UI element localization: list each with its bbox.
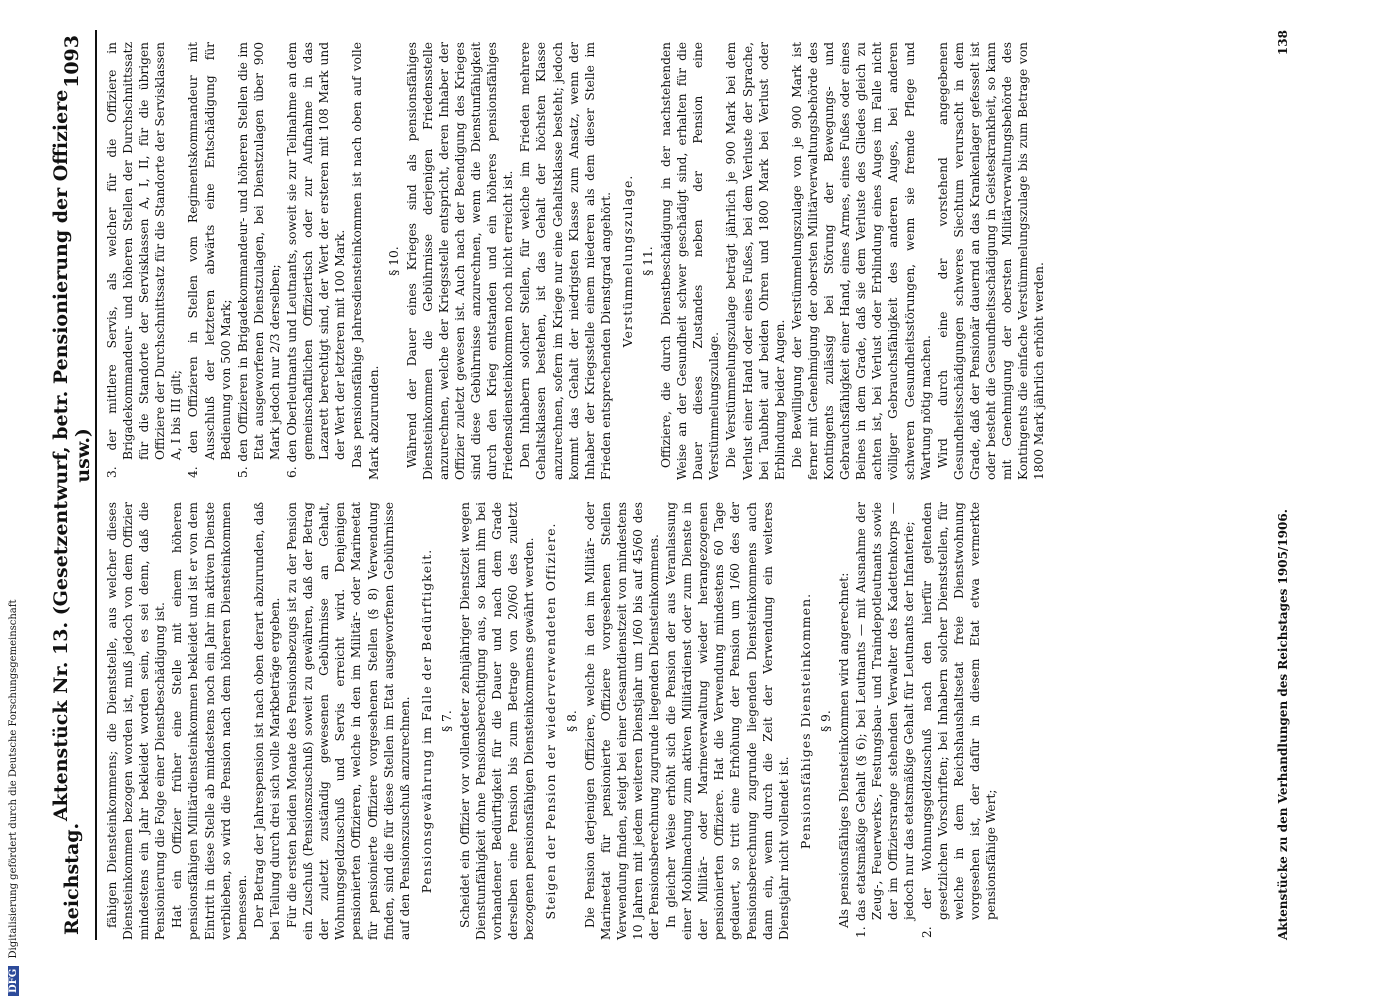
left-column (104, 502, 1264, 940)
list-item: 6. den Oberleutnants und Leutnants, soweit sie zur Teilnahme an dem gemeinschaftlichen Offiziertisch oder zur Aufnahme in das Lazarett berechtigt sind, der Wert der ersteren mit 108 Mark und der Wert der letzteren mit 100 Mark. (285, 42, 348, 478)
page-header (50, 35, 94, 935)
page-footer (1276, 30, 1296, 940)
footer-page-number: 138 (1276, 30, 1290, 56)
paragraph: Die Pension derjenigen Offiziere, welche in den im Militär- oder Marineetat für pensionierte Offiziere vorgesehenen Stellen Verwendung finden, steigt bei einer Gesamtdienstzeit von mindestens 10 Jahren mit jedem weiteren Dienstjahr um 1/60 bis auf 45/60 des der Pensionsberechnung zugrunde liegenden Diensteinkommens. (582, 502, 661, 940)
paragraph: Wird durch eine der vorstehend angegebenen Gesundheitsschädigungen schweres Siechtum verursacht in dem Grade, daß der Pensionär dauernd an das Krankenlager gefesselt ist oder besteht die Gesundheitsschädigung in Geisteskrankheit, so kann mit Genehmigung der obersten Militärverwaltungsbehörde des Kontingents die einfache Verstümmelungszulage bis zum Betrage von 1800 Mark jährlich erhöht werden. (935, 42, 1047, 480)
section-number: § 11. (641, 246, 655, 276)
header-left: Reichstag. (61, 822, 83, 935)
paragraph: In gleicher Weise erhöht sich die Pension der aus Veranlassung einer Mobilmachung zum aktiven Militärdienst oder zum Dienste in der Militär- oder Marineverwaltung wieder herangezogenen pensionierten Offiziere. Hat die Verwendung mindestens 60 Tage gedauert, so tritt eine Erhöhung der Pension um 1/60 des der Pensionsberechnung zugrunde liegenden Diensteinkommens auch dann ein, wenn durch die Zeit der Verwendung ein weiteres Dienstjahr nicht vollendet ist. (664, 502, 791, 940)
paragraph: fähigen Diensteinkommens; die Dienststelle, aus welcher dieses Diensteinkommen bezogen worden ist, muß jedoch von dem Offizier mindestens ein Jahr bekleidet worden sein, es sei denn, daß die Pensionierung die Folge einer Dienstbeschädigung ist. (105, 502, 168, 940)
paragraph: Das pensionsfähige Jahresdiensteinkommen ist nach oben auf volle Mark abzurunden. (350, 42, 381, 480)
footer-source: Aktenstücke zu den Verhandlungen des Reichstages 1905/1906. (1276, 509, 1290, 940)
paragraph: Den Inhabern solcher Stellen, für welche im Frieden mehrere Gehaltsklassen bestehen, ist das Gehalt der höchsten Klasse anzurechnen, sofern im Kriege nur eine Gehaltsklasse besteht; jedoch kommt das Gehalt der niedrigsten Klasse zum Ansatz, wenn der Inhaber der Kriegsstelle einem niederen als dem dieser Stelle im Frieden entsprechenden Dienstgrad angehört. (518, 42, 613, 480)
list-item: 1. das etatsmäßige Gehalt (§ 6); bei Leutnants — mit Ausnahme der Zeug-, Feuerwerks-, Festungsbau- und Traindepotleutnants sowie der im Offiziersrange stehenden Verwalter des Kadettenkorps — jedoch nur das etatsmäßige Gehalt für Leutnants der Infanterie; (854, 502, 917, 938)
section-heading: Verstümmelungszulage. (619, 174, 635, 348)
section-heading: Pensionsfähiges Diensteinkommen. (797, 592, 813, 850)
section-number: § 8. (564, 710, 579, 732)
paragraph: Hat ein Offizier früher eine Stelle mit einem höheren pensionsfähigen Militärdiensteinkommen bekleidet und ist er von dem Eintritt in diese Stelle ab mindestens noch ein Jahr im aktiven Dienste verblieben, so wird die Pension nach dem höheren Diensteinkommen bemessen. (170, 502, 249, 940)
section-heading: Pensionsgewährung im Falle der Bedürftigkeit. (418, 548, 434, 894)
header-title: Aktenstück Nr. 13. (Gesetzentwurf, betr. Pensionierung der Offiziere usw.) (50, 89, 94, 822)
paragraph: Die Bewilligung der Verstümmelungszulage von je 900 Mark ist ferner mit Genehmigung der obersten Militärverwaltungsbehörde des Kontingents zulässig bei Störung der Bewegungs- und Gebrauchsfähigkeit einer Hand, eines Armes, eines Fußes oder eines Beines in dem Grade, daß sie dem Verluste des Gliedes gleich zu achten ist, bei Verlust oder Erblindung eines Auges im Falle nicht völliger Gebrauchsfähigkeit des anderen Auges, bei anderen schweren Gesundheitsstörungen, wenn sie fremde Pflege und Wartung nötig machen. (789, 42, 933, 480)
list-item: 5. den Offizieren in Brigadekommandeur- und höheren Stellen die im Etat ausgeworfenen Dienstzulagen, bei Dienstzulagen über 900 Mark jedoch nur 2/3 derselben; (235, 42, 282, 478)
section-heading: Steigen der Pension der wiederverwendeten Offiziere. (543, 522, 559, 920)
list-item: 2. der Wohnungsgeldzuschuß nach den hierfür geltenden gesetzlichen Vorschriften; bei Inhabern solcher Dienststellen, für welche in dem Reichshaushaltsetat freie Dienstwohnung vorgesehen ist, der dafür in diesem Etat etwa vermerkte pensionsfähige Wert; (919, 502, 998, 938)
paragraph: Als pensionsfähiges Diensteinkommen wird angerechnet: (837, 572, 852, 928)
section-number: § 9. (818, 710, 833, 732)
section-number: § 10. (386, 246, 401, 276)
right-column (104, 42, 1264, 480)
dfg-logo-icon: DFG (8, 966, 19, 996)
side-note (8, 0, 26, 996)
paragraph: Während der Dauer eines Krieges sind als pensionsfähiges Diensteinkommen die Gebührnisse derjenigen Friedensstelle anzurechnen, welche der Kriegsstelle entspricht, deren Inhaber der Offizier zuletzt gewesen ist. Auch nach der Beendigung des Krieges sind diese Gebührnisse anzurechnen, wenn die Dienstunfähigkeit durch den Krieg entstanden und ein höheres pensionsfähiges Friedensdiensteinkommen noch nicht erreicht ist. (404, 42, 516, 480)
side-note-text: Digitalisierung gefördert durch die Deutsche Forschungsgemeinschaft (8, 599, 19, 959)
paragraph: Offiziere, die durch Dienstbeschädigung in der nachstehenden Weise an der Gesundheit schwer geschädigt sind, erhalten für die Dauer dieses Zustandes neben der Pension eine Verstümmelungszulage. (659, 42, 722, 480)
section-number: § 7. (439, 710, 454, 732)
paragraph: Scheidet ein Offizier vor vollendeter zehnjähriger Dienstzeit wegen Dienstunfähigkeit ohne Pensionsberechtigung aus, so kann ihm bei vorhandener Bedürftigkeit für die Dauer und nach dem Grade derselben eine Pension bis zum Betrage von 20/60 des zuletzt bezogenen pensionsfähigen Diensteinkommens gewährt werden. (457, 502, 537, 940)
list-item: 4. den Offizieren in Stellen vom Regimentskommandeur mit Ausschluß der letzteren abwärts eine Entschädigung für Bedienung von 500 Mark; (186, 42, 233, 478)
paragraph: Für die ersten beiden Monate des Pensionsbezugs ist zu der Pension ein Zuschuß (Pensionszuschuß) soweit zu gewähren, daß der Betrag der zuletzt zuständig gewesenen Gebührnisse an Gehalt, Wohnungsgeldzuschuß und Servis erreicht wird. Denjenigen pensionierten Offizieren, welche in den im Militär- oder Marineetat für pensionierte Offiziere vorgesehenen Stellen (§ 8) Verwendung finden, sind die für diese Stellen im Etat ausgeworfenen Gebührnisse auf den Pensionszuschuß anzurechnen. (285, 502, 412, 940)
header-rule (95, 30, 97, 940)
page-number: 1093 (61, 35, 83, 88)
paragraph: Der Betrag der Jahrespension ist nach oben derart abzurunden, daß bei Teilung durch drei sich volle Markbeträge ergeben. (251, 502, 282, 940)
paragraph: Die Verstümmelungszulage beträgt jährlich je 900 Mark bei dem Verlust einer Hand oder eines Fußes, bei dem Verluste der Sprache, bei Taubheit auf beiden Ohren und 1800 Mark bei Verlust oder Erblindung beider Augen. (724, 42, 787, 480)
list-item: 3. der mittlere Servis, als welcher für die Offiziere in Brigadekommandeur- und höheren Stellen der Durchschnittssatz für die Standorte der Servisklassen A, I, II, für die übrigen Offiziere der Durchschnittssatz für die Standorte der Servisklassen A, I bis III gilt; (105, 42, 184, 478)
